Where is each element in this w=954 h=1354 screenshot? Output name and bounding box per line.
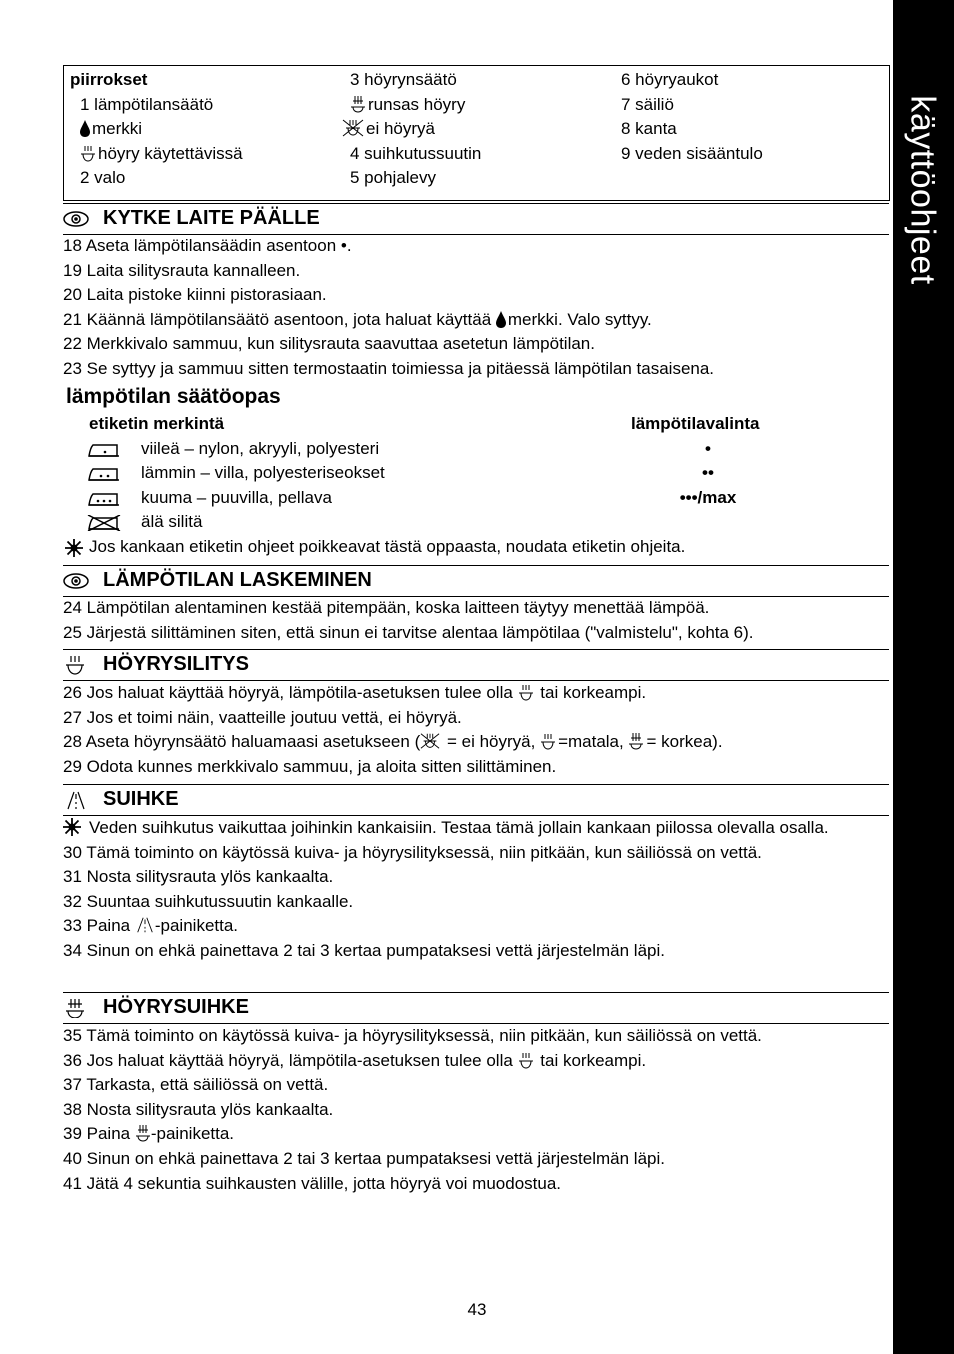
warning-star-icon [63,818,81,836]
step-36: 36 Jos haluat käyttää höyryä, lämpötila-asetuksen tulee olla tai korkeampi. [63,1050,647,1070]
step-21: 21 Käännä lämpötilansäätö asentoon, jota haluat käyttää merkki. Valo syttyy. [63,309,652,329]
fabric-label: älä silitä [141,512,203,532]
spray-icon [63,790,89,810]
steam-burst-icon [628,732,644,750]
page-number: 43 [467,1300,487,1319]
section-title: SUIHKE [103,788,179,810]
parts-item: runsas höyry [350,93,481,118]
steam-burst-steps [63,1024,889,1196]
fabric-label: viileä – nylon, akryyli, polyesteri [141,438,380,458]
parts-item: 5 pohjalevy [350,168,437,188]
steam-burst-icon [63,998,89,1018]
step-19: 19 Laita silitysrauta kannalleen. [63,260,301,280]
section-title: HÖYRYSILITYS [103,653,249,675]
no-steam-icon [420,732,440,750]
section-header-steam-burst [63,992,889,1024]
column-header-setting: lämpötilavalinta [631,414,760,433]
parts-item: 8 kanta [621,119,677,139]
steam-icon [63,655,89,675]
temperature-guide-title: lämpötilan säätöopas [66,385,281,408]
step-41: 41 Jätä 4 sekuntia suihkausten välille, jotta höyryä voi muodostua. [63,1173,562,1193]
steam-icon [518,684,534,701]
step-25: 25 Järjestä silittäminen siten, että sinun ei tarvitse alentaa lämpötilaa ("valmistelu", kohta 6). [63,622,754,642]
switch-on-steps [63,234,889,382]
step-26: 26 Jos haluat käyttää höyryä, lämpötila-asetuksen tulee olla tai korkeampi. [63,683,647,702]
table-row [63,510,889,535]
step-29: 29 Odota kunnes merkkivalo sammuu, ja aloita sitten silittäminen. [63,756,557,776]
temperature-setting: •••/max [679,487,737,507]
step-34: 34 Sinun on ehkä painettava 2 tai 3 kertaa pumpataksesi vettä järjestelmän läpi. [63,940,665,960]
step-24: 24 Lämpötilan alentaminen kestää pitempään, koska laitteen täytyy menettää lämpöä. [63,598,710,617]
steam-icon [540,733,556,750]
step-35: 35 Tämä toiminto on käytössä kuiva- ja höyrysilityksessä, niin pitkään, kun säiliössä on vettä. [63,1026,762,1045]
parts-item: 4 suihkutussuutin [350,143,482,163]
iron-crossed-icon [87,515,121,531]
parts-legend-box [63,65,890,201]
parts-item: 6 höyryaukot [621,70,719,89]
section-title: LÄMPÖTILAN LASKEMINEN [103,569,372,591]
sidebar-title: käyttöohjeet [903,95,942,285]
table-row [63,461,889,486]
parts-item: 1 lämpötilansäätö [80,94,214,114]
parts-column-2 [350,68,481,191]
step-37: 37 Tarkasta, että säiliössä on vettä. [63,1075,329,1095]
eye-icon [63,571,89,591]
steam-burst-icon [135,1124,151,1142]
note-text: Jos kankaan etiketin ohjeet poikkeavat tästä oppaasta, noudata etiketin ohjeita. [89,536,686,556]
step-32: 32 Suuntaa suihkutussuutin kankaalle. [63,891,354,911]
table-row [63,437,889,462]
step-22: 22 Merkkivalo sammuu, kun silitysrauta saavuttaa asetetun lämpötilan. [63,334,595,354]
section-title: HÖYRYSUIHKE [103,996,249,1018]
parts-column-1 [70,68,243,191]
warning-star-icon [65,539,83,557]
step-20: 20 Laita pistoke kiinni pistorasiaan. [63,285,327,305]
table-header [63,412,889,437]
table-row [63,486,889,511]
spray-note: Veden suihkutus vaikuttaa joihinkin kankaisiin. Testaa tämä jollain kankaan piilossa olevalla osalla. [63,816,889,841]
step-23: 23 Se syttyy ja sammuu sitten termostaatin toimiessa ja pitäessä lämpötilan tasaisena. [63,358,715,378]
iron-two-dots-icon [87,466,121,482]
step-27: 27 Jos et toimi näin, vaatteille joutuu vettä, ei höyryä. [63,707,462,727]
column-header-label: etiketin merkintä [89,414,225,433]
section-title: KYTKE LAITE PÄÄLLE [103,207,320,229]
parts-title: piirrokset [70,70,148,89]
section-header-spray [63,784,889,816]
step-33: 33 Paina -painiketta. [63,916,239,936]
cool-down-steps [63,596,889,645]
step-31: 31 Nosta silitysrauta ylös kankaalta. [63,867,334,887]
fabric-label: lämmin – villa, polyesteriseokset [141,463,385,483]
spray-icon [135,916,155,934]
temperature-guide-table [63,412,889,560]
step-39: 39 Paina -painiketta. [63,1124,235,1144]
parts-column-3 [621,68,763,166]
parts-item: 2 valo [80,168,126,188]
steam-steps [63,681,889,779]
drop-icon [496,311,506,328]
iron-three-dots-icon [87,491,121,507]
section-header-steam [63,649,889,681]
step-40: 40 Sinun on ehkä painettava 2 tai 3 kertaa pumpataksesi vettä järjestelmän läpi. [63,1148,665,1168]
parts-item: 7 säiliö [621,94,674,114]
parts-item: merkki [70,117,243,142]
eye-icon [63,209,89,229]
parts-item: ei höyryä [342,117,481,142]
drop-icon [80,120,90,137]
spray-steps [63,816,889,964]
step-28: 28 Aseta höyrynsäätö haluamaasi asetukseen ( = ei höyryä, =matala, = korkea). [63,732,723,752]
temperature-setting: •• [702,463,714,483]
iron-one-dot-icon [87,442,121,458]
parts-item: 3 höyrynsäätö [350,70,457,89]
fabric-label: kuuma – puuvilla, pellava [141,487,332,507]
steam-icon [518,1052,534,1069]
section-header-switch-on [63,203,889,235]
steam-burst-icon [350,95,366,113]
step-18: 18 Aseta lämpötilansäädin asentoon •. [63,236,352,255]
parts-item: 9 veden sisääntulo [621,143,763,163]
step-38: 38 Nosta silitysrauta ylös kankaalta. [63,1099,334,1119]
section-header-cool-down [63,565,889,597]
note-line [63,535,889,560]
temperature-setting: • [705,438,711,458]
no-steam-icon [342,119,364,137]
step-30: 30 Tämä toiminto on käytössä kuiva- ja höyrysilityksessä, niin pitkään, kun säiliössä on vettä. [63,842,762,862]
steam-icon [80,145,96,162]
parts-item: höyry käytettävissä [70,142,243,167]
